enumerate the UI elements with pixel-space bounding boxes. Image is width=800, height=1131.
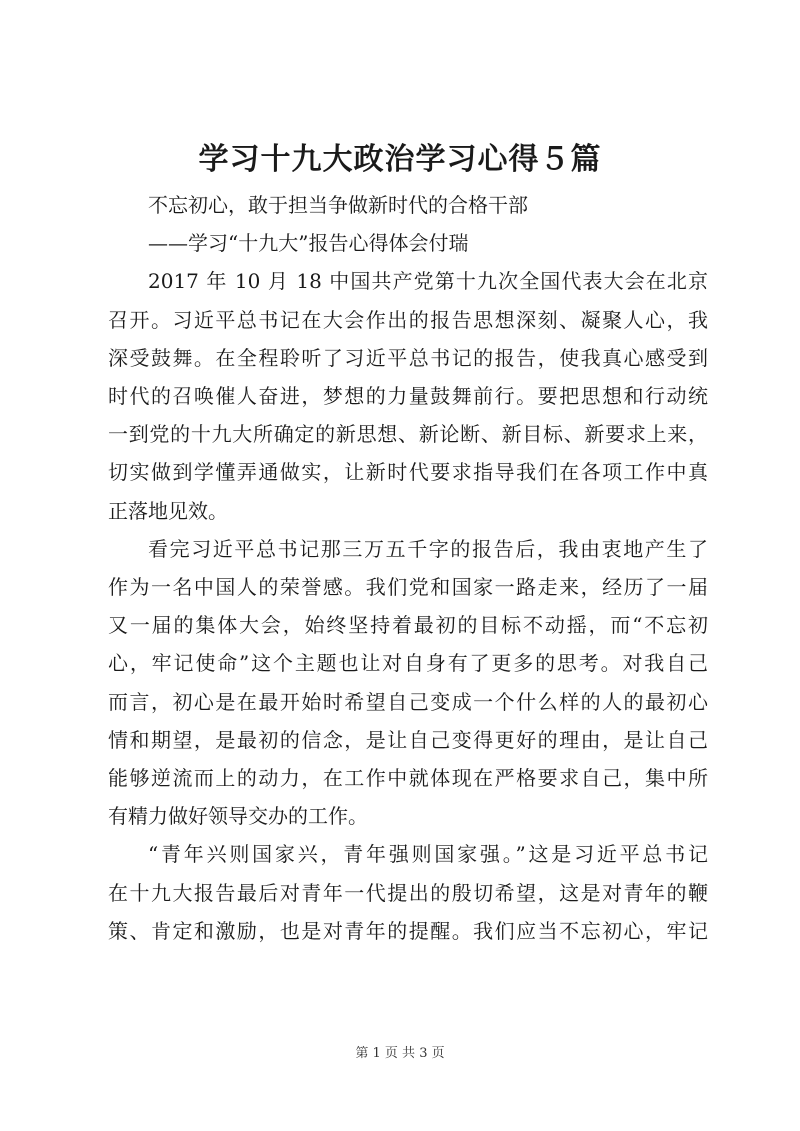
paragraph-line: 有精力做好领导交办的工作。 xyxy=(108,804,368,829)
paragraph-line: 一到党的十九大所确定的新思想、新论断、新目标、新要求上来， xyxy=(108,422,708,447)
subtitle-line-1: 不忘初心，敢于担当争做新时代的合格干部 xyxy=(148,193,528,217)
paragraph-line: 正落地见效。 xyxy=(108,498,228,523)
paragraph-line: 时代的召唤催人奋进，梦想的力量鼓舞前行。要把思想和行动统 xyxy=(108,384,708,409)
document-body xyxy=(108,186,708,950)
paragraph-line: 而言，初心是在最开始时希望自己变成一个什么样的人的最初心 xyxy=(108,689,708,714)
paragraph-1 xyxy=(108,262,708,529)
paragraph-line: 看完习近平总书记那三万五千字的报告后，我由衷地产生了 xyxy=(148,536,708,561)
page-footer: 第 1 页 共 3 页 xyxy=(355,1046,445,1061)
paragraph-line: 切实做到学懂弄通做实，让新时代要求指导我们在各项工作中真 xyxy=(108,460,708,485)
paragraph-line: 深受鼓舞。在全程聆听了习近平总书记的报告，使我真心感受到 xyxy=(108,345,708,370)
paragraph-line: 策、肯定和激励，也是对青年的提醒。我们应当不忘初心，牢记 xyxy=(108,918,708,943)
paragraph-2 xyxy=(108,530,708,836)
paragraph-line: 作为一名中国人的荣誉感。我们党和国家一路走来，经历了一届 xyxy=(108,575,708,600)
paragraph-line: 又一届的集体大会，始终坚持着最初的目标不动摇，而“不忘初 xyxy=(108,613,708,638)
paragraph-line: 2017 年 10 月 18 中国共产党第十九次全国代表大会在北京 xyxy=(148,269,708,294)
document-title: 学习十九大政治学习心得５篇 xyxy=(198,142,602,177)
subtitle-line-2: ——学习“十九大”报告心得体会付瑞 xyxy=(148,231,469,256)
paragraph-line: “青年兴则国家兴，青年强则国家强。”这是习近平总书记 xyxy=(148,842,708,867)
paragraph-line: 在十九大报告最后对青年一代提出的殷切希望，这是对青年的鞭 xyxy=(108,880,708,905)
paragraph-3 xyxy=(108,835,708,950)
paragraph-line: 情和期望，是最初的信念，是让自己变得更好的理由，是让自己 xyxy=(108,727,708,752)
paragraph-line: 召开。习近平总书记在大会作出的报告思想深刻、凝聚人心，我 xyxy=(108,307,708,332)
paragraph-line: 心，牢记使命”这个主题也让对自身有了更多的思考。对我自己 xyxy=(108,651,708,676)
paragraph-line: 能够逆流而上的动力，在工作中就体现在严格要求自己，集中所 xyxy=(108,766,708,791)
